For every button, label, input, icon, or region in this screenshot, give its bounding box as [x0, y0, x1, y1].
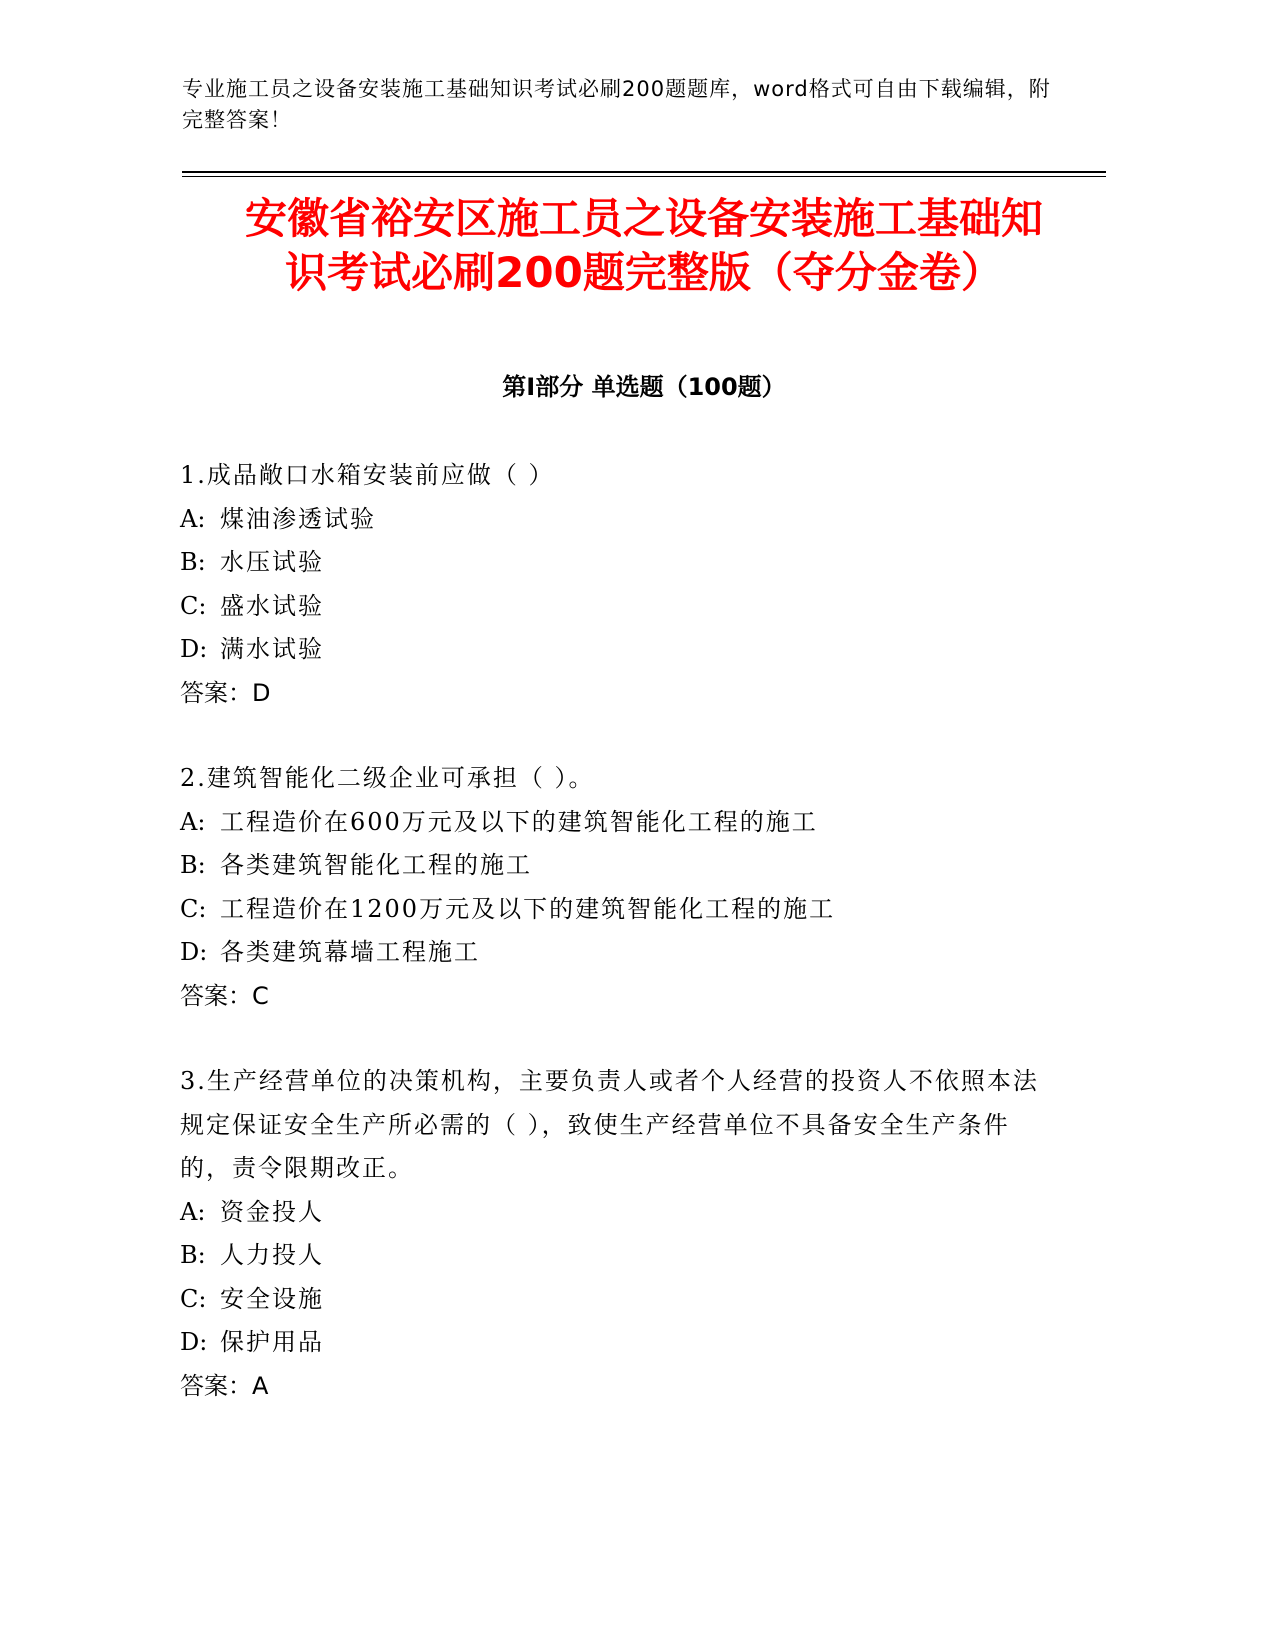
question-3	[180, 1060, 1040, 1408]
question-stem: 2.建筑智能化二级企业可承担（ ）。	[180, 764, 595, 792]
answer-line	[180, 672, 1040, 716]
option-letter: C:	[180, 591, 207, 620]
option-text: 人力投人	[220, 1241, 324, 1269]
option-text: 盛水试验	[220, 591, 324, 620]
option-text: 煤油渗透试验	[220, 504, 376, 533]
option-a	[180, 1191, 1040, 1235]
option-letter: A:	[180, 504, 206, 533]
option-letter: B:	[180, 548, 206, 576]
option-a	[180, 498, 1040, 542]
option-c	[180, 1278, 1040, 1322]
question-stem: 3.生产经营单位的决策机构，主要负责人或者个人经营的投资人不依照本法规定保证安全生产所必需的（ ），致使生产经营单位不具备安全生产条件的，责令限期改正。	[180, 1067, 1039, 1182]
option-text: 各类建筑幕墙工程施工	[220, 938, 480, 966]
option-letter: C:	[180, 1284, 207, 1313]
answer-value: C	[252, 981, 269, 1010]
section-title: 第I部分 单选题（100题）	[502, 373, 786, 401]
option-text: 工程造价在600万元及以下的建筑智能化工程的施工	[220, 807, 818, 836]
option-text: 工程造价在1200万元及以下的建筑智能化工程的施工	[220, 894, 836, 923]
option-text: 满水试验	[220, 635, 324, 663]
title-line-2: 识考试必刷200题完整版（夺分金卷）	[285, 248, 1003, 297]
option-text: 保护用品	[220, 1328, 324, 1356]
option-letter: B:	[180, 1241, 206, 1269]
option-letter: A:	[180, 807, 206, 836]
answer-label: 答案：	[180, 678, 252, 707]
option-text: 水压试验	[220, 548, 324, 576]
answer-value: D	[252, 678, 271, 707]
option-letter: C:	[180, 894, 207, 923]
option-text: 安全设施	[220, 1284, 324, 1313]
answer-line	[180, 975, 1040, 1019]
answer-value: A	[252, 1371, 269, 1400]
question-1	[180, 454, 1040, 715]
option-text: 资金投人	[220, 1197, 324, 1226]
option-letter: D:	[180, 635, 208, 663]
title-line-1: 安徽省裕安区施工员之设备安装施工基础知	[244, 194, 1043, 243]
option-d	[180, 1321, 1040, 1365]
option-c	[180, 585, 1040, 629]
option-text: 各类建筑智能化工程的施工	[220, 851, 532, 879]
question-2	[180, 757, 1040, 1018]
answer-label: 答案：	[180, 981, 252, 1010]
option-b	[180, 541, 1040, 585]
header-divider-thick	[182, 171, 1106, 173]
option-letter: A:	[180, 1197, 206, 1226]
option-d	[180, 931, 1040, 975]
option-b	[180, 1234, 1040, 1278]
header-note: 专业施工员之设备安装施工基础知识考试必刷200题题库，word格式可自由下载编辑，附完整答案！	[182, 77, 1051, 132]
option-d	[180, 628, 1040, 672]
answer-line	[180, 1365, 1040, 1409]
option-letter: D:	[180, 1328, 208, 1356]
question-stem: 1.成品敞口水箱安装前应做（ ）	[180, 461, 555, 489]
option-a	[180, 801, 1040, 845]
header-divider-thin	[182, 176, 1106, 177]
document-title	[182, 192, 1106, 300]
question-list	[180, 454, 1040, 1450]
answer-label: 答案：	[180, 1371, 252, 1400]
option-letter: D:	[180, 938, 208, 966]
option-c	[180, 888, 1040, 932]
option-b	[180, 844, 1040, 888]
option-letter: B:	[180, 851, 206, 879]
